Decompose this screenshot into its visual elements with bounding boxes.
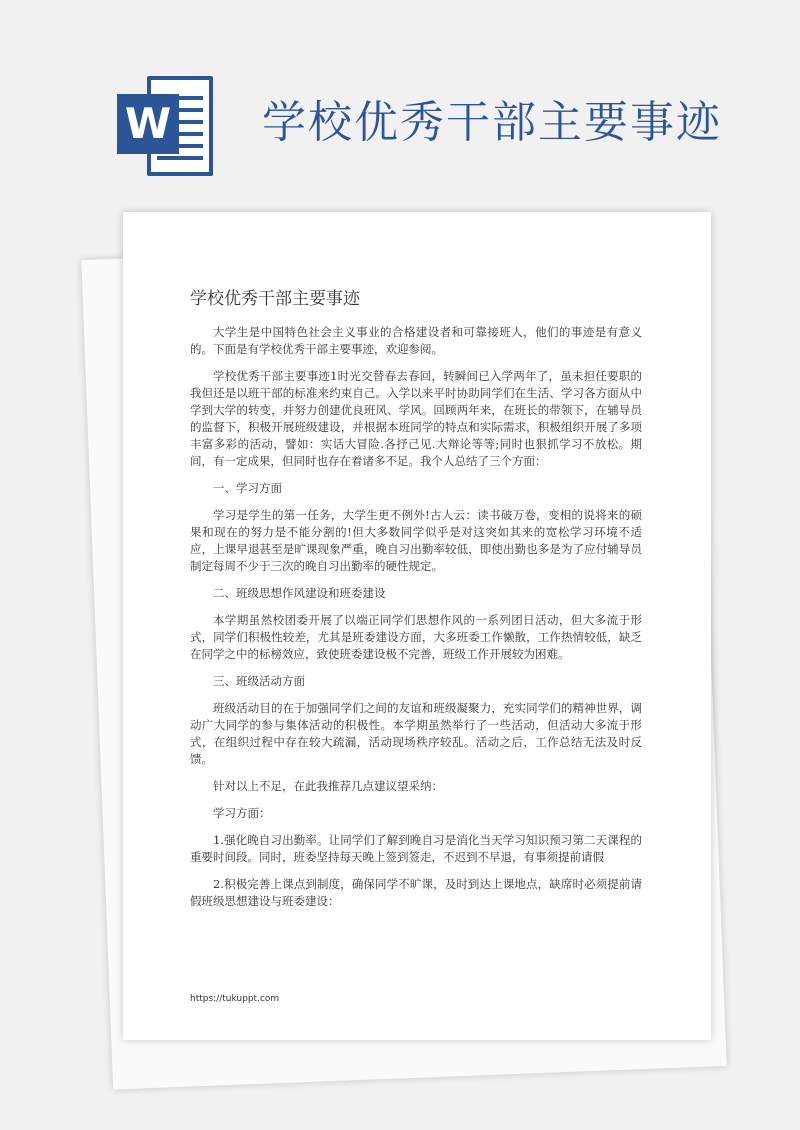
- section-heading: 二、班级思想作风建设和班委建设: [213, 586, 386, 600]
- body-paragraph: 学校优秀干部主要事迹1时光交替春去春回，转瞬间已入学两年了，虽未担任要职的我但还是以班干部的标准来约束自己。入学以来平时协助同学们在生活、学习各方面从中学到大学的转变，并努力创建优良班风、学风。回顾两年来，在班长的带领下，在辅导员的监督下，积极开展班级建设，并根据本班同学的特点和实际需求，积极组织开展了多项丰富多彩的活动，譬如：实话大冒险.各抒己见.大辩论等等;同时也狠抓学习不放松。期间，有一定成果，但同时也存在着诸多不足。我个人总结了三个方面：: [190, 369, 642, 468]
- intro-paragraph: 大学生是中国特色社会主义事业的合格建设者和可靠接班人，他们的事迹是有意义的。下面是有学校优秀干部主要事迹，欢迎参阅。: [190, 325, 642, 356]
- section-heading: 学习方面：: [213, 806, 271, 820]
- text-line-shape: [157, 156, 203, 160]
- document-page: [123, 212, 711, 1040]
- body-paragraph: 本学期虽然校团委开展了以端正同学们思想作风的一系列团日活动，但大多流于形式，同学们积极性较差，尤其是班委建设方面，大多班委工作懒散，工作热情较低，缺乏在同学之中的标榜效应，致使班委建设极不完善，班级工作开展较为困难。: [190, 613, 642, 661]
- document-body: [190, 324, 642, 920]
- footer-url: https://tukuppt.com: [190, 994, 280, 1004]
- body-paragraph: 针对以上不足，在此我推荐几点建议望采纳：: [213, 779, 443, 793]
- banner-title: 学校优秀干部主要事迹: [262, 97, 722, 148]
- section-heading: 一、学习方面: [213, 481, 282, 495]
- body-paragraph: 1.强化晚自习出勤率。让同学们了解到晚自习是消化当天学习知识预习第二天课程的重要时间段。同时，班委坚持每天晚上签到签走，不迟到不早退，有事须提前请假: [190, 833, 642, 864]
- body-paragraph: 班级活动目的在于加强同学们之间的友谊和班级凝聚力，充实同学们的精神世界，调动广大同学的参与集体活动的积极性。本学期虽然举行了一些活动，但活动大多流于形式，在组织过程中存在较大疏漏，活动现场秩序较乱。活动之后，工作总结无法及时反馈。: [190, 701, 642, 766]
- banner-header: [0, 0, 800, 200]
- section-heading: 三、班级活动方面: [213, 674, 305, 688]
- word-document-icon: [117, 72, 217, 182]
- word-logo-letter: W: [117, 94, 179, 154]
- body-paragraph: 学习是学生的第一任务，大学生更不例外!古人云：读书破万卷，变相的说将来的硕果和现在的努力是不能分割的!但大多数同学似乎是对这突如其来的宽松学习环境不适应，上课早退甚至是旷课现象严重，晚自习出勤率较低，即使出勤也多是为了应付辅导员制定每周不少于三次的晚自习出勤率的硬性规定。: [190, 508, 642, 573]
- body-paragraph: 2.积极完善上课点到制度，确保同学不旷课，及时到达上课地点，缺席时必须提前请假班级思想建设与班委建设：: [190, 877, 642, 908]
- document-title: 学校优秀干部主要事迹: [190, 289, 360, 309]
